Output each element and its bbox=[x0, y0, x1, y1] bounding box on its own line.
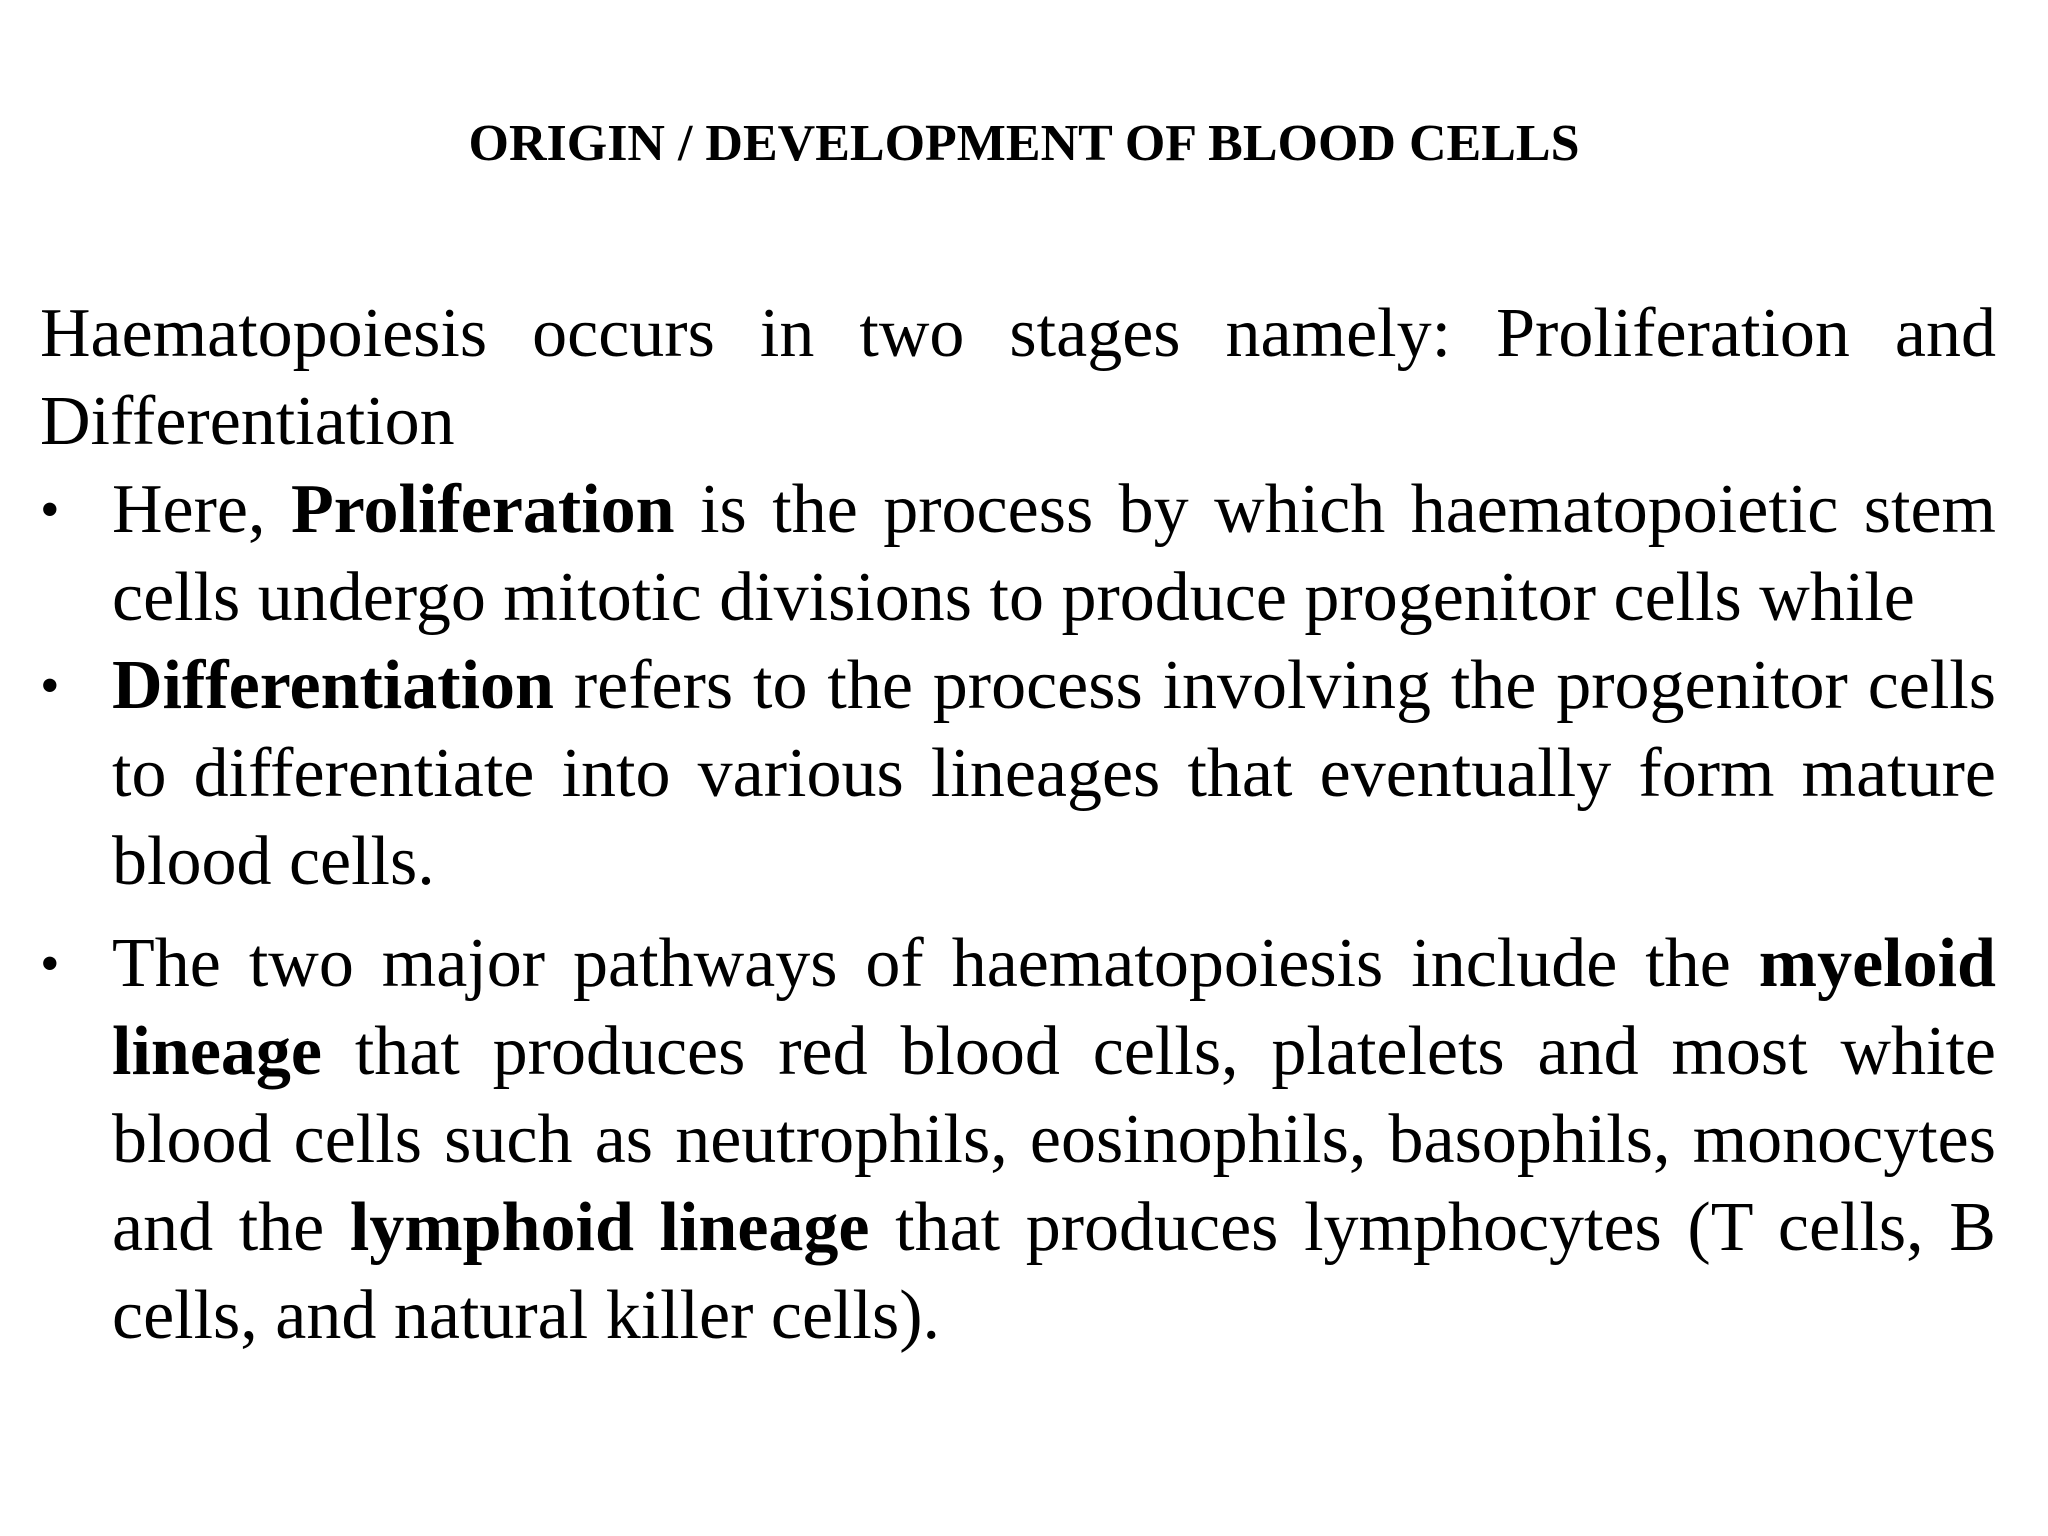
bullet-term-myeloid: myeloid lineage bbox=[112, 925, 1996, 1090]
bullet-text-main: that produces red blood cells, platelets and most white blood cells such as neutrophils, eosinophils, basophils, monocytes and the bbox=[112, 1013, 1996, 1266]
slide-title: ORIGIN / DEVELOPMENT OF BLOOD CELLS bbox=[468, 115, 1580, 172]
bullet-term-differentiation: Differentiation bbox=[112, 647, 554, 724]
bullet-text-pre: Here, bbox=[112, 471, 291, 548]
bullet-text-post: that produces lymphocytes (T cells, B cells, and natural killer cells). bbox=[112, 1189, 1996, 1354]
bullet-text-pre: The two major pathways of haematopoiesis include the bbox=[112, 925, 1759, 1002]
bullet-icon: • bbox=[40, 479, 60, 541]
bullet-list bbox=[40, 466, 1996, 1360]
bullet-text-main: is the process by which haematopoietic stem cells undergo mitotic divisions to produce progenitor cells while bbox=[112, 471, 1996, 636]
bullet-term-lymphoid: lymphoid lineage bbox=[349, 1189, 870, 1266]
intro-paragraph: Haematopoiesis occurs in two stages namely: Proliferation and Differentiation bbox=[40, 295, 1996, 460]
bullet-term-proliferation: Proliferation bbox=[290, 471, 675, 548]
slide-body bbox=[40, 290, 1996, 1360]
bullet-text-main: refers to the process involving the progenitor cells to differentiate into various lineages that eventually form mature blood cells. bbox=[112, 647, 1996, 900]
bullet-icon: • bbox=[40, 655, 60, 717]
bullet-item-proliferation bbox=[40, 466, 1996, 642]
bullet-icon: • bbox=[40, 933, 60, 995]
bullet-item-differentiation bbox=[40, 642, 1996, 906]
bullet-item-pathways bbox=[40, 920, 1996, 1360]
